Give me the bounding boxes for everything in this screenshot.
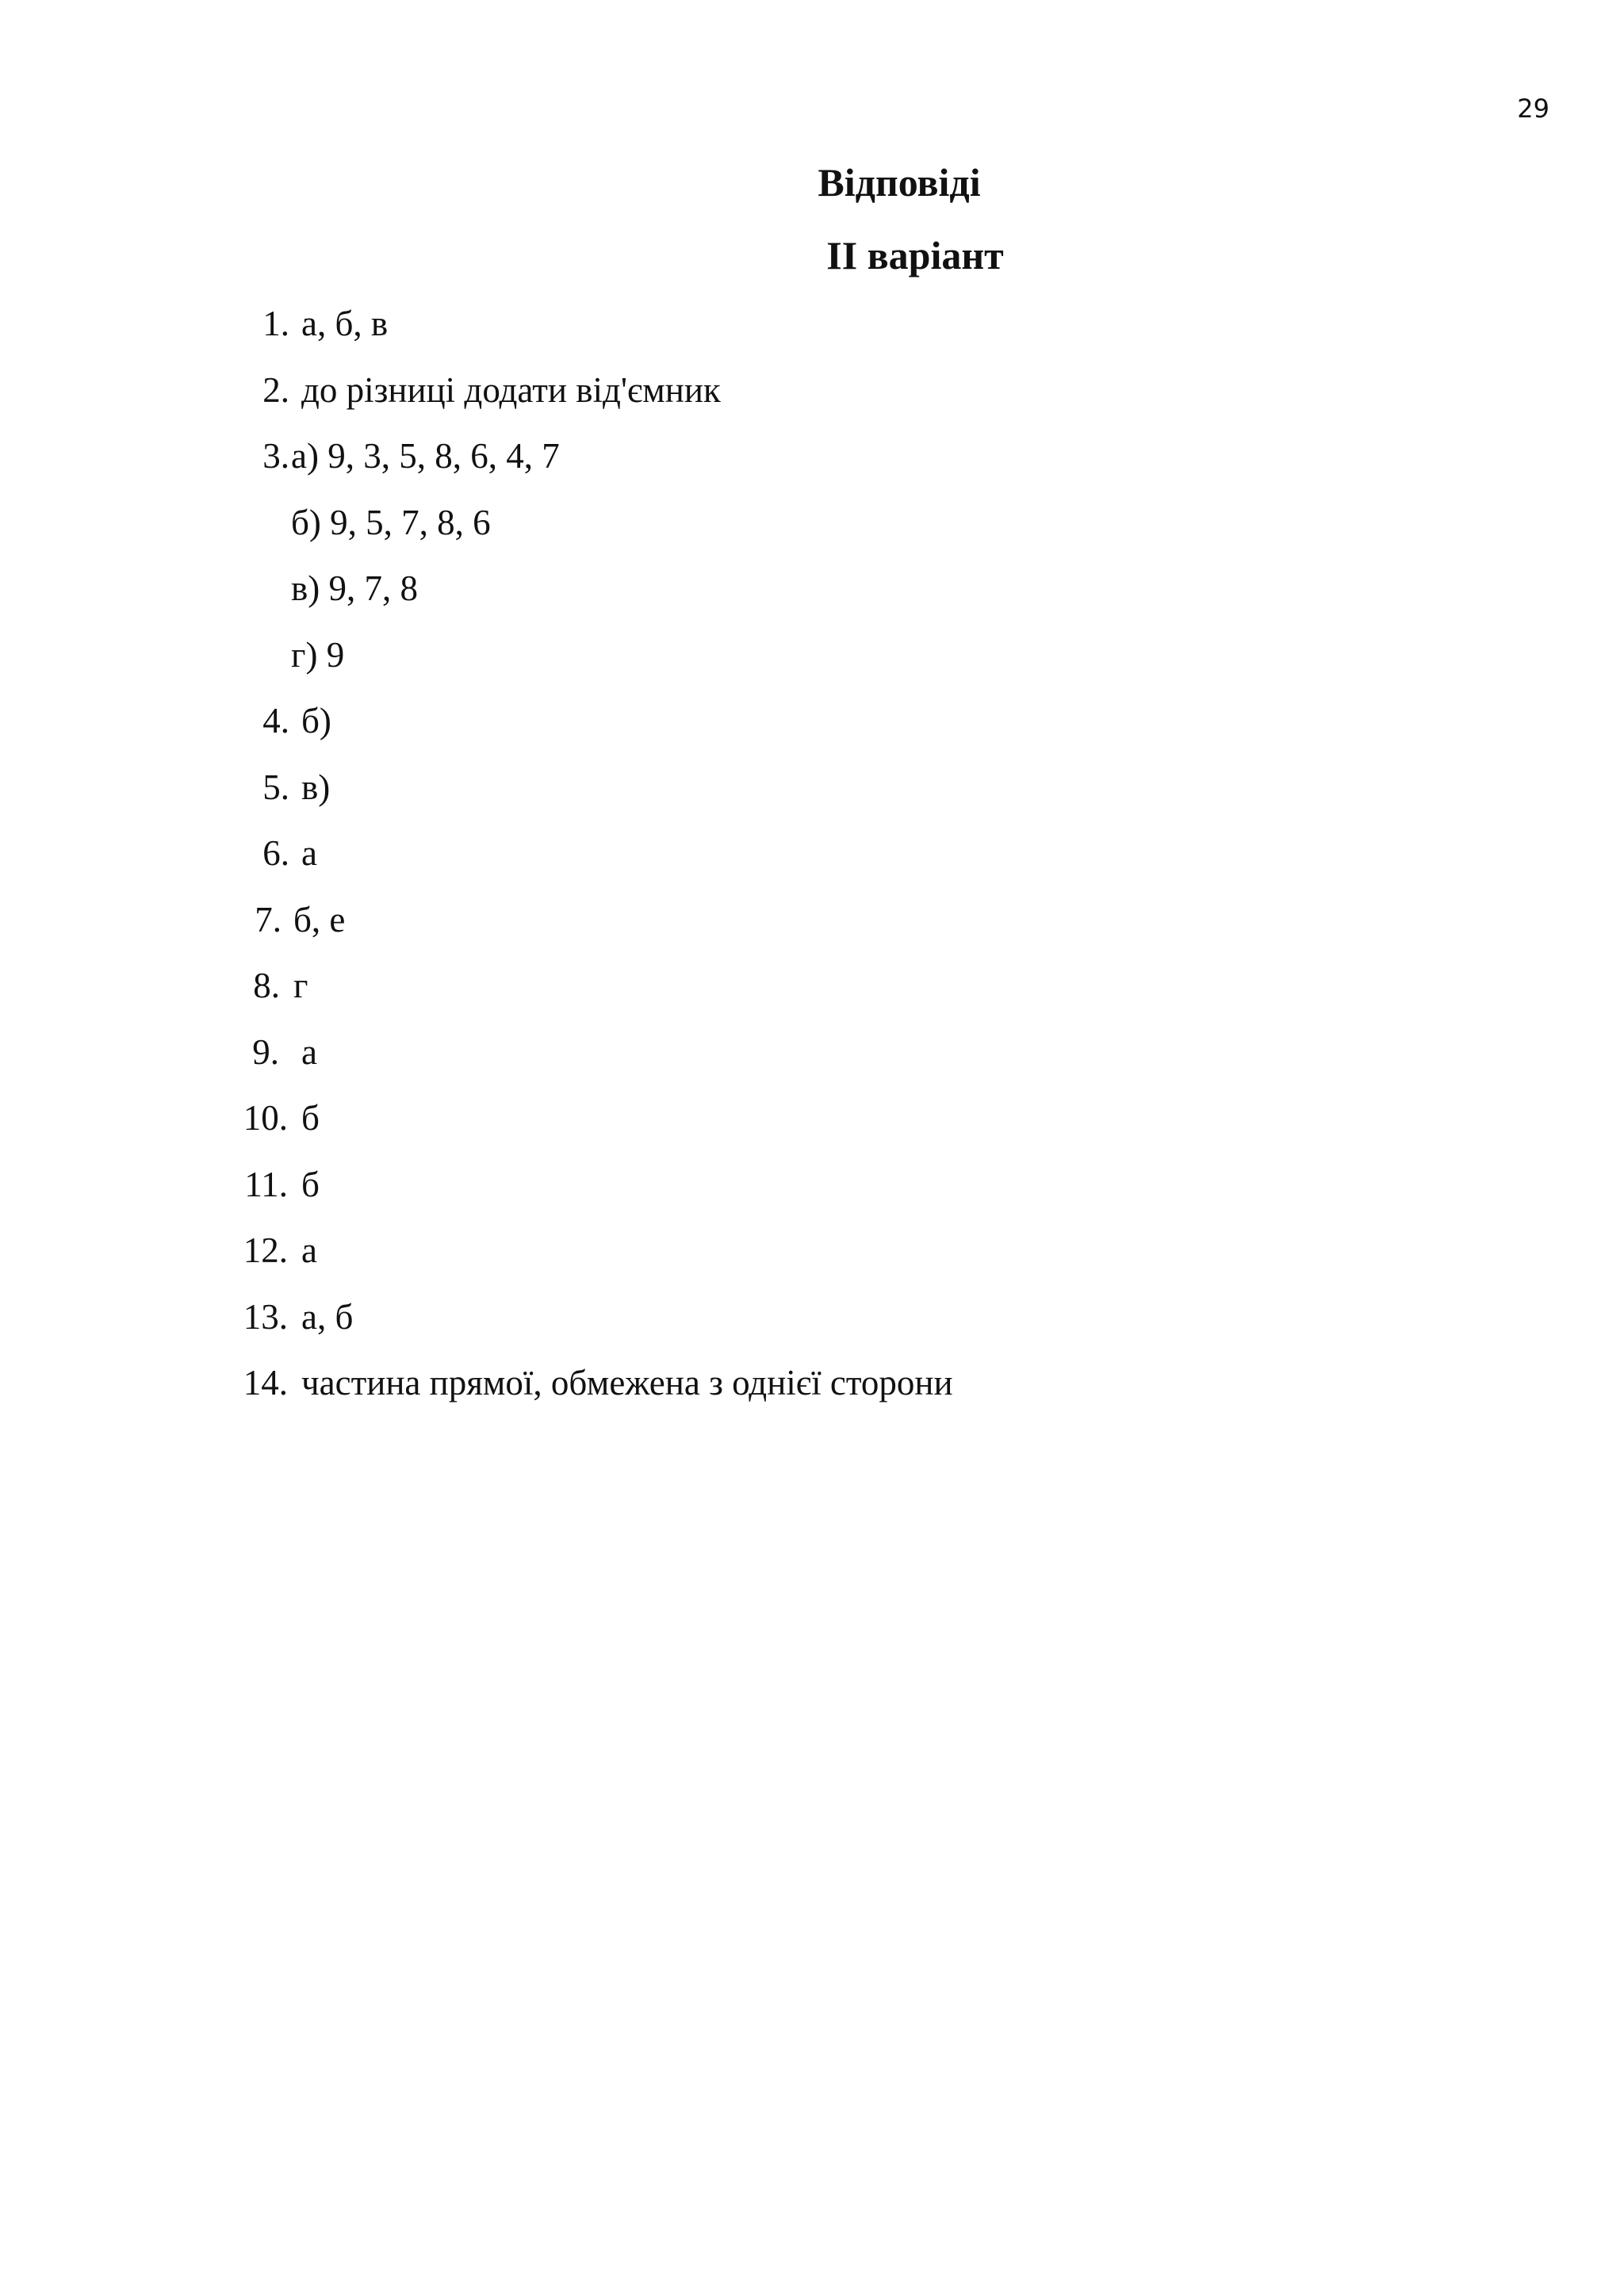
item-text: частина прямої, обмежена з однієї сторони <box>301 1363 953 1402</box>
item-number: 7. <box>255 899 282 939</box>
item-text: а <box>301 1230 317 1270</box>
item-text: б <box>301 1164 320 1204</box>
item-number: 12. <box>243 1230 288 1270</box>
page-number: 29 <box>1517 94 1549 124</box>
item-text: г) 9 <box>291 634 345 675</box>
item-number: 9. <box>252 1031 279 1072</box>
item-text: до різниці додати від'ємник <box>301 369 721 410</box>
item-text: а <box>301 833 317 873</box>
item-number: 6. <box>262 833 289 873</box>
item-number: 8. <box>253 966 280 1005</box>
item-text: б, е <box>293 899 346 939</box>
page-subtitle: II варіант <box>826 233 1004 277</box>
item-text: г <box>293 966 308 1005</box>
item-number: 1. <box>262 304 289 343</box>
item-text: б <box>301 1098 320 1138</box>
item-text: б) 9, 5, 7, 8, 6 <box>291 502 491 542</box>
item-text: а <box>301 1031 317 1072</box>
item-text: а, б, в <box>301 304 389 343</box>
item-text: а, б <box>301 1296 354 1337</box>
item-number: 10. <box>243 1098 288 1138</box>
item-number: 2. <box>262 369 289 410</box>
item-text: в) <box>301 767 331 807</box>
item-text: б) <box>301 701 331 740</box>
item-number: 3. <box>262 436 289 476</box>
item-number: 14. <box>243 1363 288 1402</box>
item-text: а) 9, 3, 5, 8, 6, 4, 7 <box>291 436 560 476</box>
item-number: 5. <box>262 767 289 807</box>
item-number: 13. <box>243 1296 288 1337</box>
page-title: Відповіді <box>818 160 981 205</box>
item-text: в) 9, 7, 8 <box>291 568 418 608</box>
item-number: 11. <box>244 1164 288 1204</box>
item-number: 4. <box>262 701 289 740</box>
